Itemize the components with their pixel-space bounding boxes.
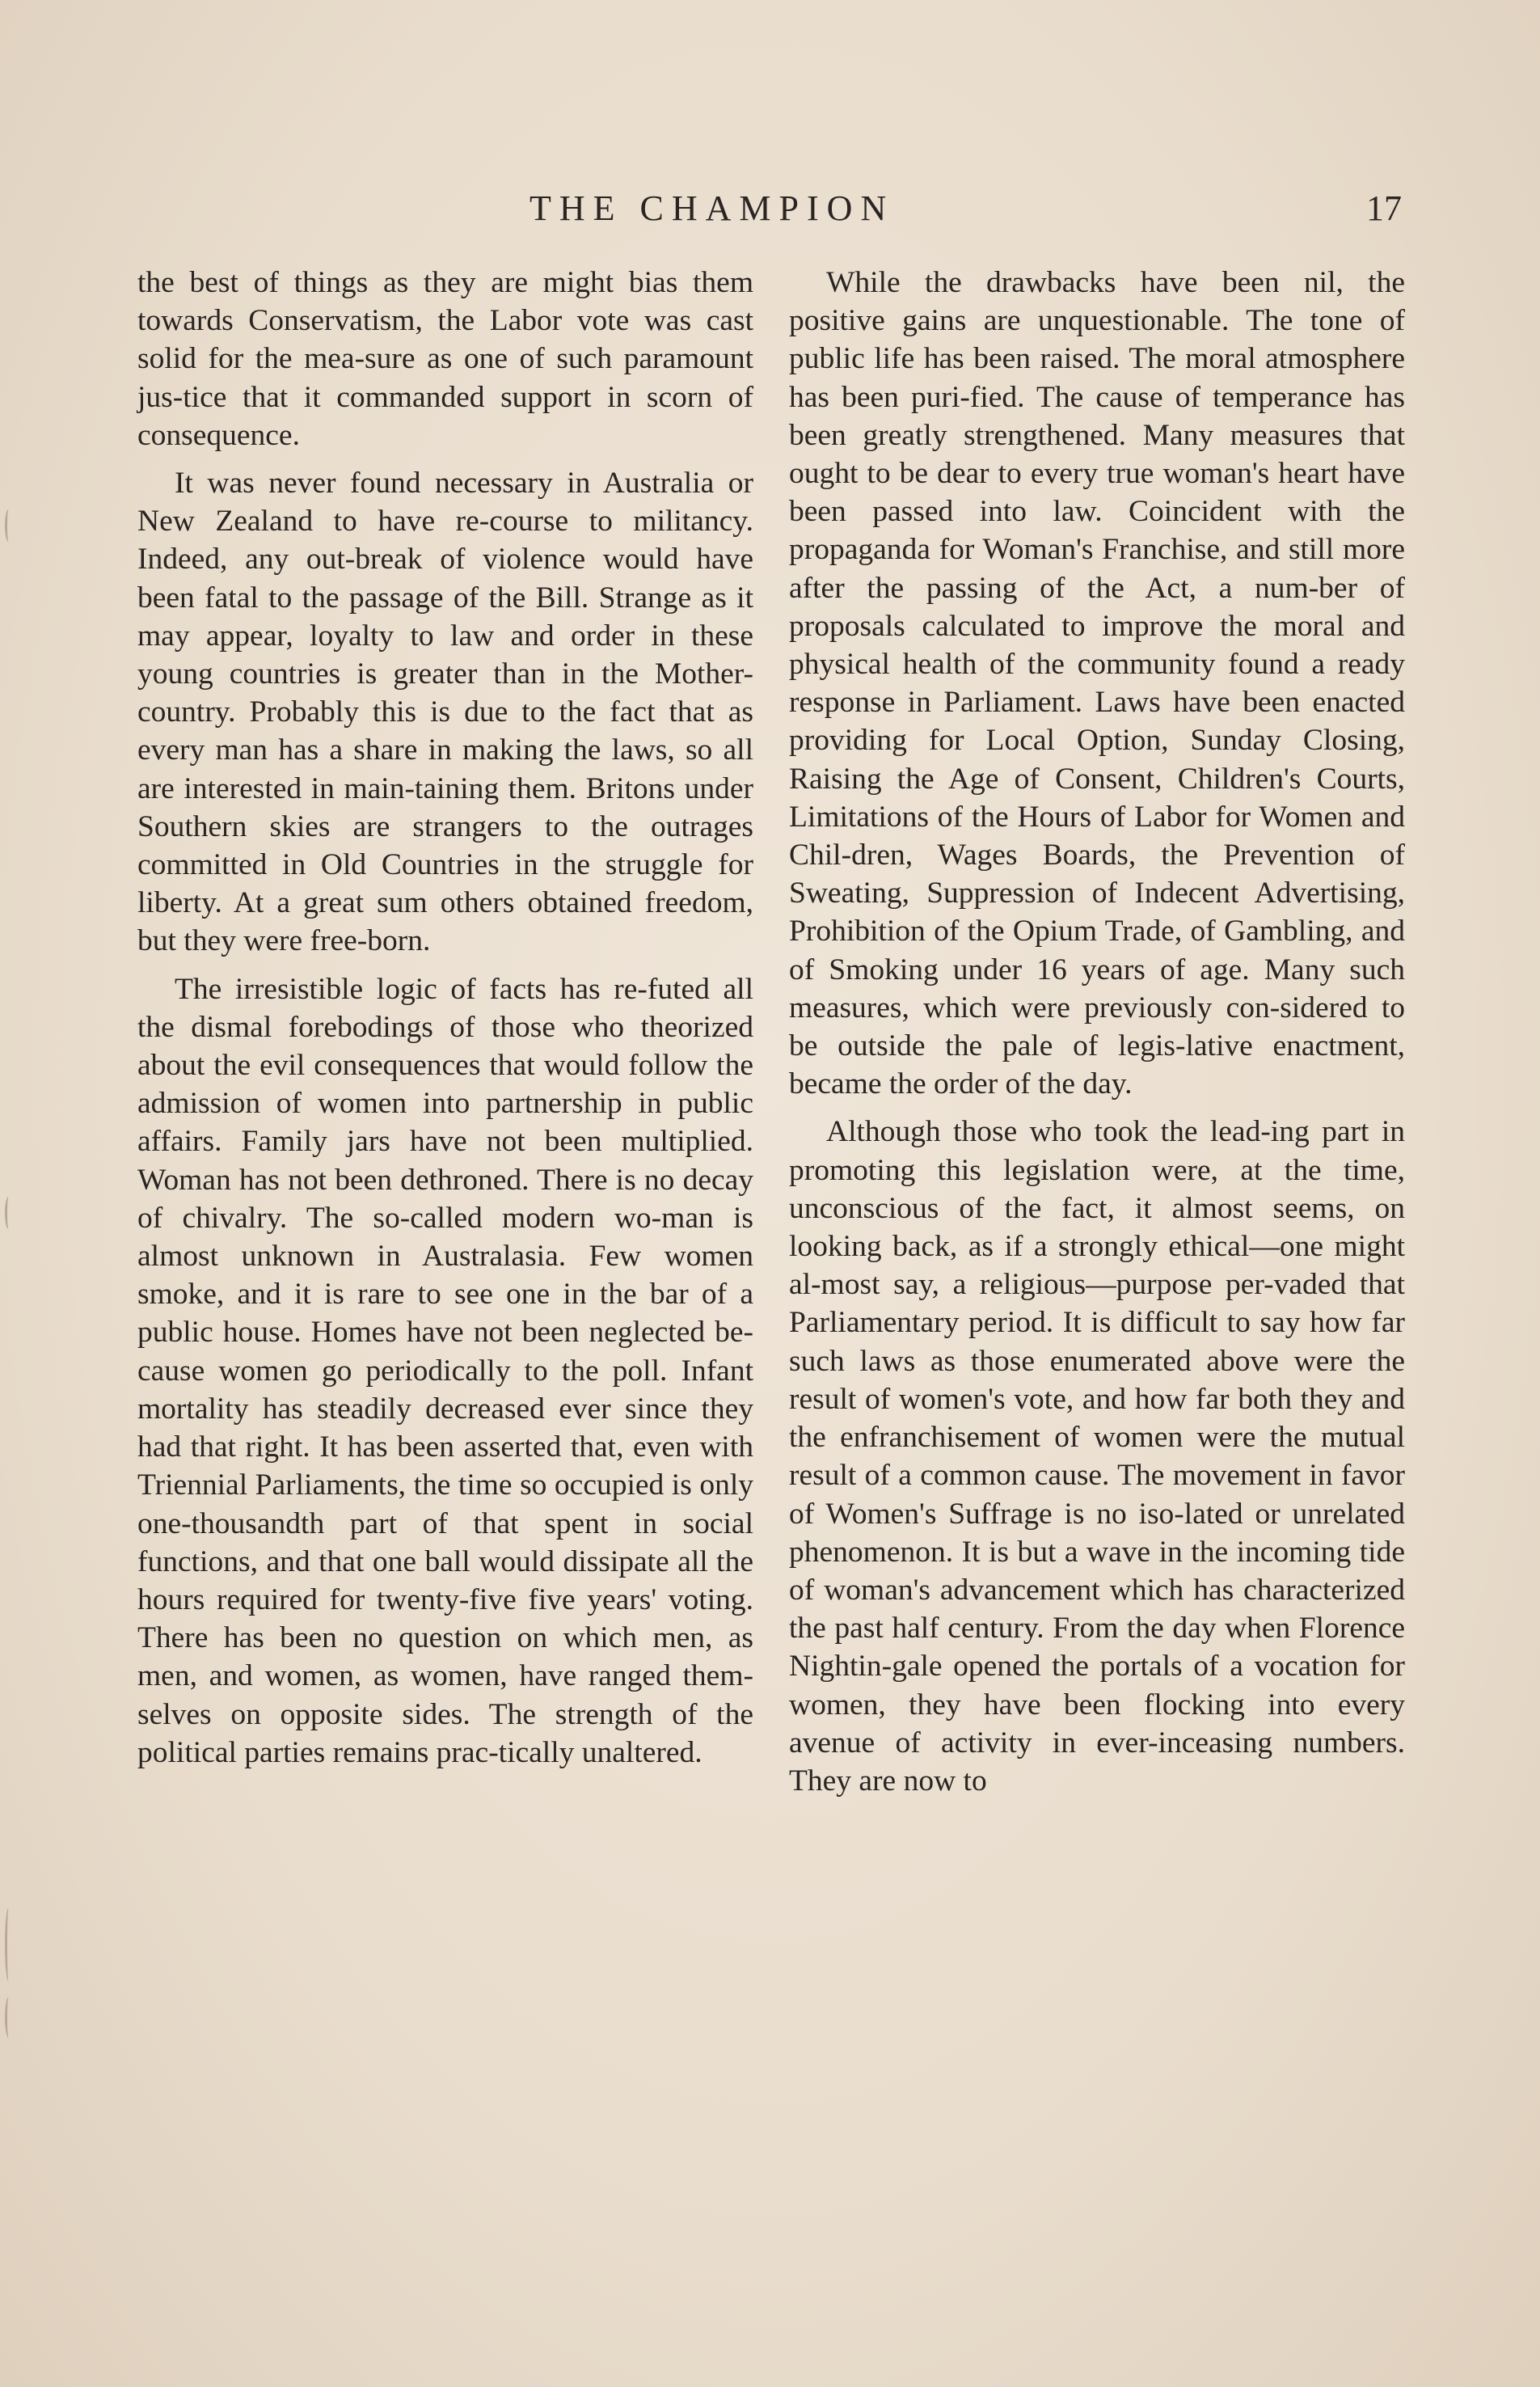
page-edge-mark — [5, 1197, 12, 1229]
left-column — [137, 264, 753, 1781]
paragraph: Although those who took the lead-ing part in promoting this legislation were, at the time, unconscious of the fact, it almost seems, on looking back, as if a strongly ethical—one might al-most say, a religious—purpose per-vaded that Parliamentary period. It is difficult to say how far such laws as those enumerated above were the result of women's vote, and how far both they and the enfranchisement of women were the mutual result of a common cause. The movement in favor of Women's Suffrage is no iso-lated or unrelated phenomenon. It is but a wave in the incoming tide of woman's advancement which has characterized the past half century. From the day when Florence Nightin-gale opened the portals of a vocation for women, they have been flocking into every avenue of activity in ever-inceasing numbers. They are now to — [789, 1115, 1405, 1798]
right-column — [789, 264, 1405, 1810]
paragraph: the best of things as they are might bias them towards Conservatism, the Labor vote was cast solid for the mea-sure as one of such paramount jus-tice that it commanded support in scorn of consequence. — [137, 266, 753, 452]
page-edge-mark — [5, 1908, 12, 1981]
publication-title: THE CHAMPION — [530, 188, 895, 228]
page-number: 17 — [1366, 188, 1402, 228]
running-header — [0, 184, 1540, 233]
paragraph: The irresistible logic of facts has re-futed all the dismal forebodings of those who theorized about the evil consequences that would follow the admission of women into partnership in public affairs. Family jars have not been multiplied. Woman has not been dethroned. There is no decay of chivalry. The so-called modern wo-man is almost unknown in Australasia. Few women smoke, and it is rare to see one in the bar of a public house. Homes have not been neglected be-cause women go periodically to the poll. Infant mortality has steadily decreased ever since they had that right. It has been asserted that, even with Triennial Parliaments, the time so occupied is only one-thousandth part of that spent in social functions, and that one ball would dissipate all the hours required for twenty-five five years' voting. There has been no question on which men, as men, and women, as women, have ranged them-selves on opposite sides. The strength of the political parties remains prac-tically unaltered. — [137, 972, 753, 1769]
page-edge-mark — [5, 509, 12, 542]
paragraph: It was never found necessary in Australia or New Zealand to have re-course to militancy. Indeed, any out-break of violence would have been fatal to the passage of the Bill. Strange as it may appear, loyalty to law and order in these young countries is greater than in the Mother-country. Probably this is due to the fact that as every man has a share in making the laws, so all are interested in main-taining them. Britons under Southern skies are strangers to the outrages committed in Old Countries in the struggle for liberty. At a great sum others obtained freedom, but they were free-born. — [137, 467, 753, 958]
paragraph: While the drawbacks have been nil, the positive gains are unquestionable. The tone of public life has been raised. The moral atmosphere has been puri-fied. The cause of temperance has been greatly strengthened. Many measures that ought to be dear to every true woman's heart have been passed into law. Coincident with the propaganda for Woman's Franchise, and still more after the passing of the Act, a num-ber of proposals calculated to improve the moral and physical health of the community found a ready response in Parliament. Laws have been enacted providing for Local Option, Sunday Closing, Raising the Age of Consent, Children's Courts, Limitations of the Hours of Labor for Women and Chil-dren, Wages Boards, the Prevention of Sweating, Suppression of Indecent Advertising, Prohibition of the Opium Trade, of Gambling, and of Smoking under 16 years of age. Many such measures, which were previously con-sidered to be outside the pale of legis-lative enactment, became the order of the day. — [789, 266, 1405, 1101]
page-edge-mark — [5, 1997, 12, 2038]
